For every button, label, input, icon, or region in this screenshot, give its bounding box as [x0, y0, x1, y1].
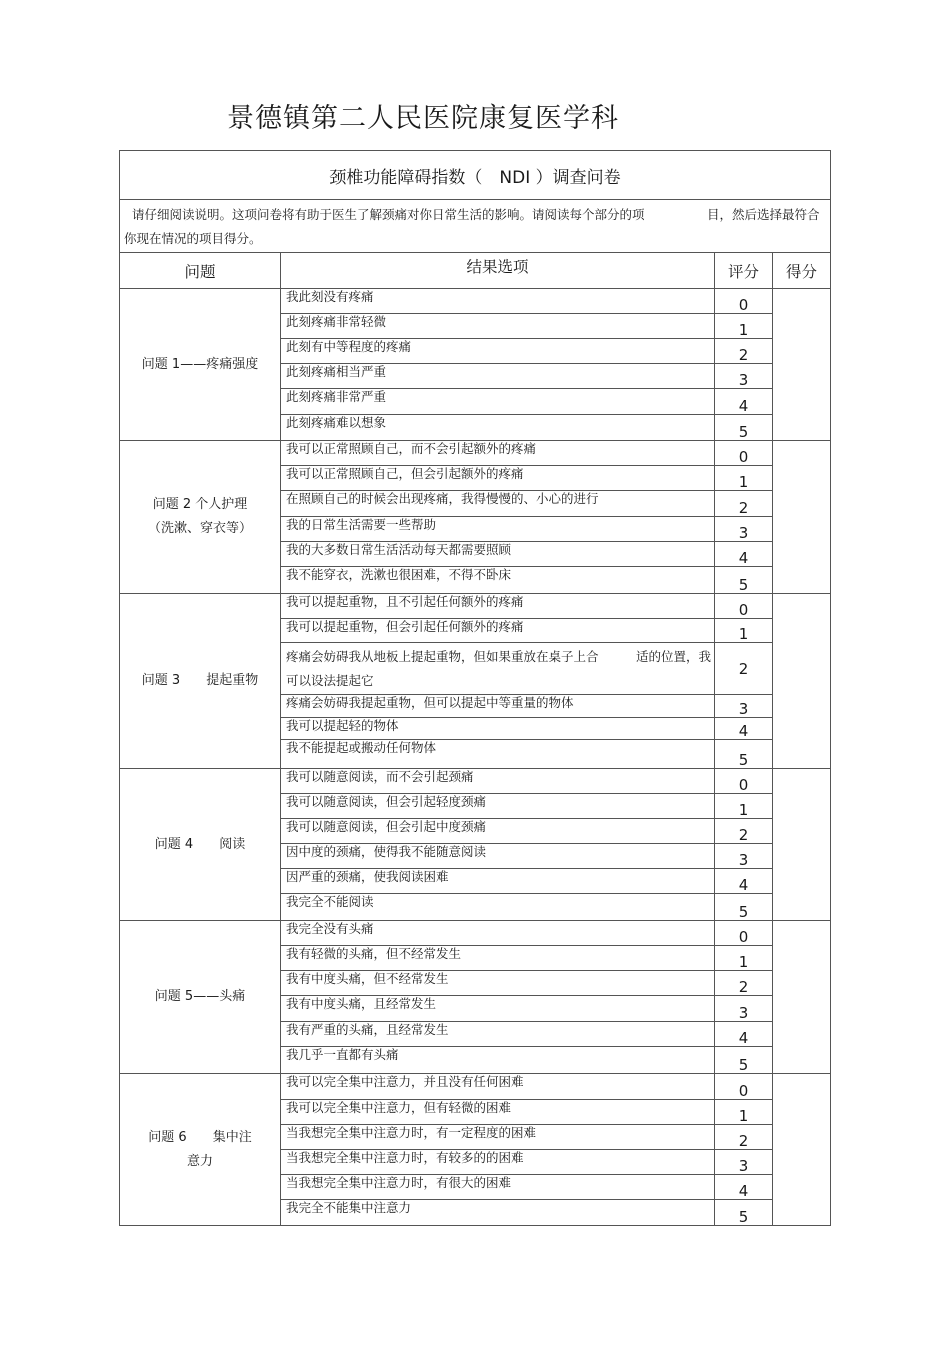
score-value: 5	[715, 567, 773, 594]
score-value: 1	[715, 466, 773, 491]
instructions-row	[120, 200, 831, 253]
option-text: 我可以随意阅读，而不会引起颈痛	[281, 769, 715, 794]
score-value: 0	[715, 594, 773, 619]
option-text: 我可以提起重物，但会引起任何额外的疼痛	[281, 619, 715, 643]
option-text: 此刻疼痛相当严重	[281, 364, 715, 389]
header-options: 结果选项	[281, 253, 715, 289]
option-text: 我完全不能集中注意力	[281, 1200, 715, 1226]
option-row	[120, 594, 831, 619]
header-obtained: 得分	[773, 253, 831, 289]
score-value: 2	[715, 1125, 773, 1150]
score-value: 5	[715, 1047, 773, 1074]
question-label: 问题 2 个人护理 （洗漱、穿衣等）	[120, 441, 281, 594]
option-row	[120, 769, 831, 794]
sections-body	[120, 289, 831, 1226]
option-text: 在照顾自己的时候会出现疼痛，我得慢慢的、小心的进行	[281, 491, 715, 517]
option-row	[120, 921, 831, 946]
title-row	[120, 151, 831, 200]
option-text: 我的日常生活需要一些帮助	[281, 517, 715, 542]
option-text: 我有严重的头痛，且经常发生	[281, 1022, 715, 1047]
obtained-score-field[interactable]	[773, 289, 831, 441]
question-label: 问题 4 阅读	[120, 769, 281, 921]
question-label: 问题 3 提起重物	[120, 594, 281, 769]
obtained-score-field[interactable]	[773, 441, 831, 594]
option-row	[120, 1074, 831, 1100]
option-text: 我的大多数日常生活活动每天都需要照顾	[281, 542, 715, 567]
score-value: 0	[715, 289, 773, 314]
score-value: 4	[715, 869, 773, 894]
column-header-row	[120, 253, 831, 289]
option-text: 因中度的颈痛，使得我不能随意阅读	[281, 844, 715, 869]
option-text: 我可以完全集中注意力，但有轻微的困难	[281, 1100, 715, 1125]
option-text: 我此刻没有疼痛	[281, 289, 715, 314]
option-text: 当我想完全集中注意力时，有很大的困难	[281, 1175, 715, 1200]
option-text: 我完全没有头痛	[281, 921, 715, 946]
option-text: 我可以完全集中注意力，并且没有任何困难	[281, 1074, 715, 1100]
option-row	[120, 441, 831, 466]
option-text: 疼痛会妨碍我提起重物，但可以提起中等重量的物体	[281, 695, 715, 718]
score-value: 4	[715, 1175, 773, 1200]
score-value: 2	[715, 819, 773, 844]
question-label: 问题 5——头痛	[120, 921, 281, 1074]
option-text: 我可以正常照顾自己，而不会引起额外的疼痛	[281, 441, 715, 466]
option-text: 我可以提起重物，且不引起任何额外的疼痛	[281, 594, 715, 619]
option-text: 我可以随意阅读，但会引起轻度颈痛	[281, 794, 715, 819]
question-label: 问题 1——疼痛强度	[120, 289, 281, 441]
score-value: 2	[715, 491, 773, 517]
obtained-score-field[interactable]	[773, 921, 831, 1074]
option-text: 我不能提起或搬动任何物体	[281, 740, 715, 769]
obtained-score-field[interactable]	[773, 769, 831, 921]
option-text: 我不能穿衣，洗漱也很困难，不得不卧床	[281, 567, 715, 594]
score-value: 5	[715, 1200, 773, 1226]
option-text: 疼痛会妨碍我从地板上提起重物，但如果重放在桌子上合 适的位置，我可以设法提起它	[281, 643, 715, 695]
score-value: 1	[715, 794, 773, 819]
score-value: 2	[715, 643, 773, 695]
hospital-title: 景德镇第二人民医院康复医学科	[227, 103, 619, 134]
option-text: 因严重的颈痛，使我阅读困难	[281, 869, 715, 894]
option-text: 当我想完全集中注意力时，有一定程度的困难	[281, 1125, 715, 1150]
score-value: 2	[715, 971, 773, 996]
score-value: 0	[715, 1074, 773, 1100]
score-value: 5	[715, 894, 773, 921]
option-text: 我有轻微的头痛，但不经常发生	[281, 946, 715, 971]
score-value: 2	[715, 339, 773, 364]
option-text: 我可以随意阅读，但会引起中度颈痛	[281, 819, 715, 844]
option-text: 此刻有中等程度的疼痛	[281, 339, 715, 364]
score-value: 3	[715, 1150, 773, 1175]
score-value: 1	[715, 1100, 773, 1125]
score-value: 3	[715, 996, 773, 1022]
score-value: 0	[715, 921, 773, 946]
option-text: 此刻疼痛非常轻微	[281, 314, 715, 339]
score-value: 4	[715, 389, 773, 415]
questionnaire-title: 颈椎功能障碍指数（ NDI ）调查问卷	[120, 151, 831, 200]
option-row	[120, 289, 831, 314]
question-label: 问题 6 集中注 意力	[120, 1074, 281, 1226]
option-text: 我有中度头痛，且经常发生	[281, 996, 715, 1022]
obtained-score-field[interactable]	[773, 594, 831, 769]
option-text: 我有中度头痛，但不经常发生	[281, 971, 715, 996]
score-value: 3	[715, 695, 773, 718]
score-value: 3	[715, 844, 773, 869]
option-text: 此刻疼痛难以想象	[281, 415, 715, 441]
score-value: 5	[715, 415, 773, 441]
obtained-score-field[interactable]	[773, 1074, 831, 1226]
score-value: 3	[715, 517, 773, 542]
ndi-questionnaire-table	[119, 150, 831, 1226]
option-text: 当我想完全集中注意力时，有较多的的困难	[281, 1150, 715, 1175]
score-value: 4	[715, 718, 773, 740]
option-text: 我几乎一直都有头痛	[281, 1047, 715, 1074]
option-text: 我可以正常照顾自己，但会引起额外的疼痛	[281, 466, 715, 491]
score-value: 3	[715, 364, 773, 389]
header-question: 问题	[120, 253, 281, 289]
score-value: 1	[715, 946, 773, 971]
score-value: 0	[715, 769, 773, 794]
option-text: 我完全不能阅读	[281, 894, 715, 921]
score-value: 1	[715, 314, 773, 339]
score-value: 1	[715, 619, 773, 643]
score-value: 0	[715, 441, 773, 466]
option-text: 我可以提起轻的物体	[281, 718, 715, 740]
header-score: 评分	[715, 253, 773, 289]
score-value: 4	[715, 1022, 773, 1047]
instructions-text: 请仔细阅读说明。这项问卷将有助于医生了解颈痛对你日常生活的影响。请阅读每个部分的项 目，然后选择最符合你现在情况的项目得分。	[120, 200, 831, 253]
option-text: 此刻疼痛非常严重	[281, 389, 715, 415]
score-value: 5	[715, 740, 773, 769]
score-value: 4	[715, 542, 773, 567]
